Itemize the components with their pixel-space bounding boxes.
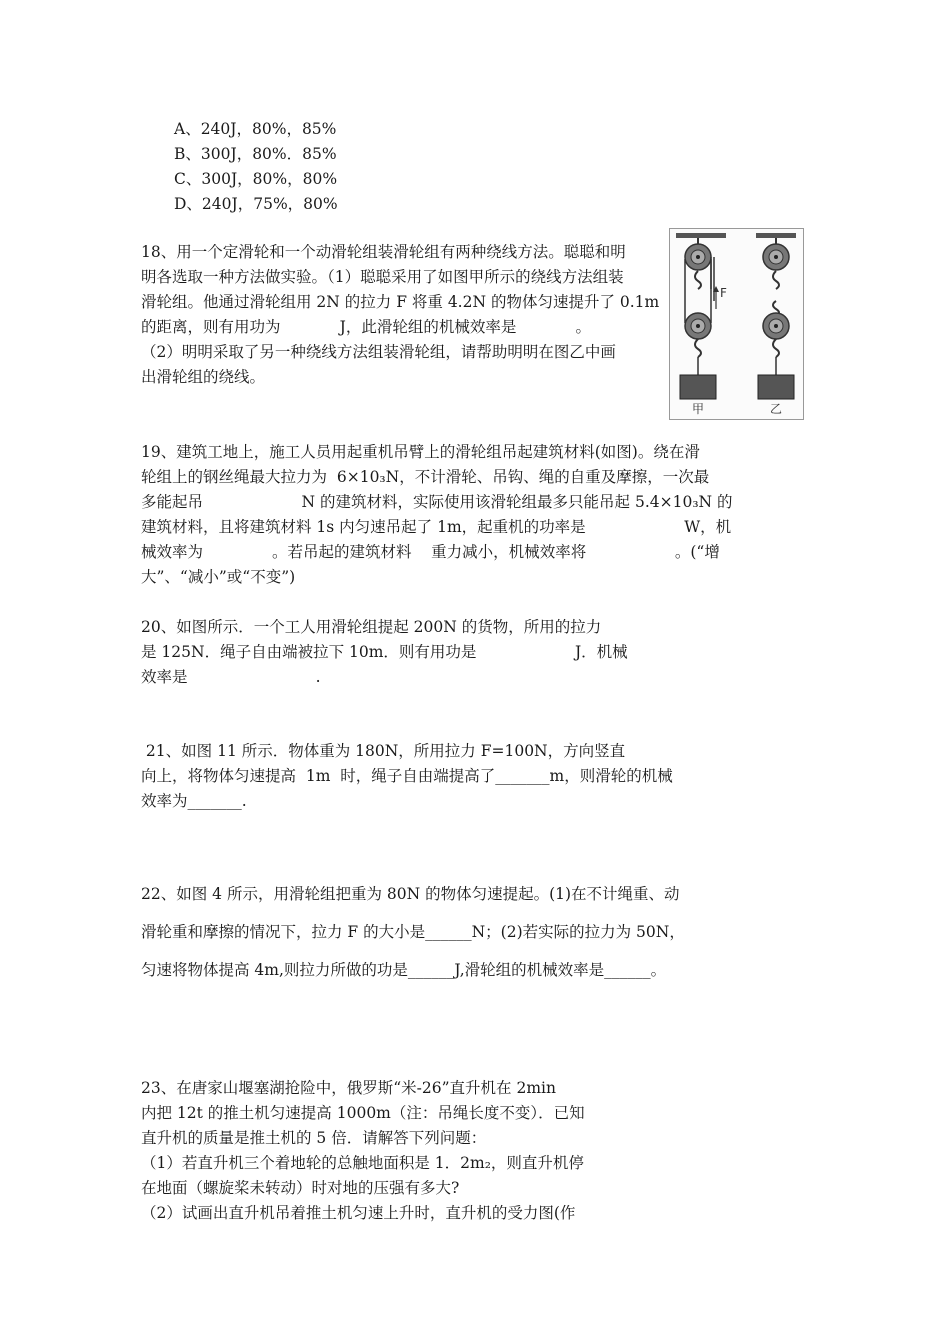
q18-line-6: 出滑轮组的绕线。	[141, 368, 266, 386]
q17-option-a: A、240J，80%，85%	[174, 120, 337, 138]
q21-line-2: 向上，将物体匀速提高 1m 时，绳子自由端提高了_______m，则滑轮的机械	[141, 767, 673, 785]
pulley-diagram	[670, 229, 803, 419]
q21-line-1: 21、如图 11 所示．物体重为 180N，所用拉力 F=100N，方向竖直	[141, 742, 626, 760]
q17-option-c: C、300J，80%，80%	[174, 170, 338, 188]
q19-line-2: 轮组上的钢丝绳最大拉力为 6×10₃N，不计滑轮、吊钩、绳的自重及摩擦，一次最	[141, 468, 710, 486]
q22-line-3: 匀速将物体提高 4m,则拉力所做的功是______J,滑轮组的机械效率是______。	[141, 961, 667, 979]
figure-label-jia: 甲	[692, 402, 705, 416]
q21-line-3: 效率为_______.	[141, 792, 247, 810]
q18-line-3: 滑轮组。他通过滑轮组用 2N 的拉力 F 将重 4.2N 的物体匀速提升了 0.1m	[141, 293, 660, 311]
q17-option-b: B、300J，80%．85%	[174, 145, 337, 163]
q23-line-1: 23、在唐家山堰塞湖抢险中，俄罗斯“米-26”直升机在 2min	[141, 1079, 556, 1097]
q20-line-1: 20、如图所示．一个工人用滑轮组提起 200N 的货物，所用的拉力	[141, 618, 602, 636]
pulley-figure	[669, 228, 804, 420]
q22-line-2: 滑轮重和摩擦的情况下，拉力 F 的大小是______N；(2)若实际的拉力为 50N，	[141, 923, 685, 941]
q17-option-d: D、240J，75%，80%	[174, 195, 338, 213]
q19-line-5: 械效率为 。若吊起的建筑材料 重力减小，机械效率将 。(“增	[141, 543, 720, 561]
figure-label-yi: 乙	[770, 402, 783, 416]
q22-line-1: 22、如图 4 所示，用滑轮组把重为 80N 的物体匀速提起。(1)在不计绳重、动	[141, 885, 680, 903]
q20-line-3: 效率是 .	[141, 668, 321, 686]
q23-line-3: 直升机的质量是推土机的 5 倍．请解答下列问题：	[141, 1129, 487, 1147]
q23-line-5: 在地面（螺旋桨未转动）时对地的压强有多大?	[141, 1179, 460, 1197]
q18-line-2: 明各选取一种方法做实验。（1）聪聪采用了如图甲所示的绕线方法组装	[141, 268, 624, 286]
q19-line-4: 建筑材料，且将建筑材料 1s 内匀速吊起了 1m，起重机的功率是 W，机	[141, 518, 732, 536]
q18-line-1: 18、用一个定滑轮和一个动滑轮组装滑轮组有两种绕线方法。聪聪和明	[141, 243, 626, 261]
q19-line-1: 19、建筑工地上，施工人员用起重机吊臂上的滑轮组吊起建筑材料(如图)。绕在滑	[141, 443, 700, 461]
q23-line-6: （2）试画出直升机吊着推土机匀速上升时，直升机的受力图(作	[141, 1204, 576, 1222]
q18-line-5: （2）明明采取了另一种绕线方法组装滑轮组，请帮助明明在图乙中画	[141, 343, 616, 361]
q23-line-2: 内把 12t 的推土机匀速提高 1000m（注：吊绳长度不变）．已知	[141, 1104, 585, 1122]
q20-line-2: 是 125N．绳子自由端被拉下 10m．则有用功是 J．机械	[141, 643, 628, 661]
q19-line-3: 多能起吊 N 的建筑材料，实际使用该滑轮组最多只能吊起 5.4×10₃N 的	[141, 493, 733, 511]
q23-line-4: （1）若直升机三个着地轮的总触地面积是 1．2m₂，则直升机停	[141, 1154, 584, 1172]
q18-line-4: 的距离，则有用功为 J，此滑轮组的机械效率是 。	[141, 318, 591, 336]
force-label: F	[720, 286, 727, 300]
q19-line-6: 大”、“减小”或“不变”)	[141, 568, 296, 586]
